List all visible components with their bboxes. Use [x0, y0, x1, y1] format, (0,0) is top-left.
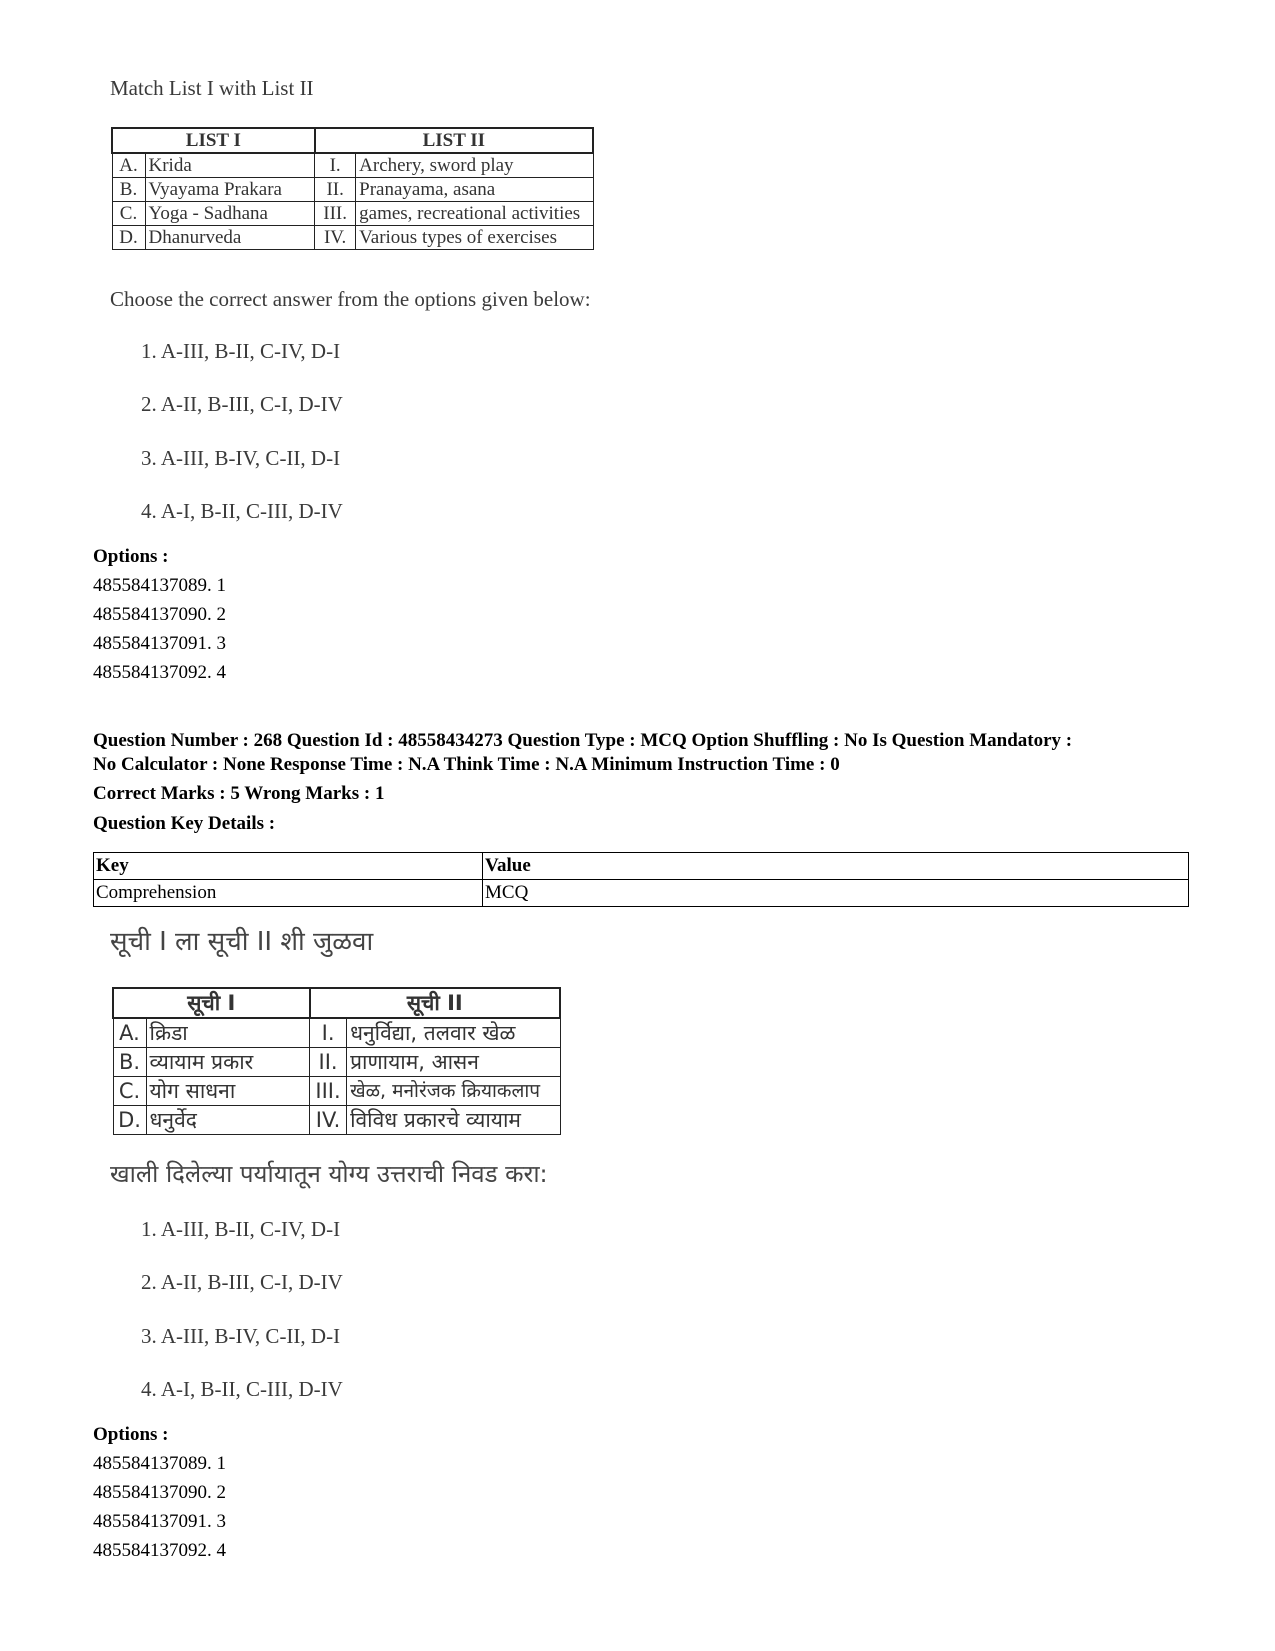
table-row — [94, 880, 1189, 907]
q1-option-2: 485584137090. 2 — [93, 604, 226, 625]
row-numeral: I. — [315, 153, 356, 178]
row-numeral: III. — [310, 1077, 347, 1106]
q1-choice-3: 3. A-III, B-IV, C-II, D-I — [141, 446, 341, 470]
list1-header: LIST I — [112, 128, 315, 153]
list2-item: प्राणायाम, आसन — [347, 1048, 560, 1077]
q1-prompt: Match List I with List II — [110, 76, 314, 100]
table-row — [113, 1018, 560, 1048]
q2-options-label: Options : — [93, 1424, 169, 1445]
row-letter: C. — [112, 202, 145, 226]
list1-item: व्यायाम प्रकार — [146, 1048, 310, 1077]
q1-option-3: 485584137091. 3 — [93, 633, 226, 654]
row-numeral: IV. — [310, 1106, 347, 1135]
q2-option-3: 485584137091. 3 — [93, 1511, 226, 1532]
table-row — [112, 202, 593, 226]
row-numeral: IV. — [315, 226, 356, 250]
row-numeral: II. — [315, 178, 356, 202]
table-row — [113, 1048, 560, 1077]
list2-item: खेळ, मनोरंजक क्रियाकलाप — [347, 1077, 560, 1106]
list1-item: Dhanurveda — [145, 226, 315, 250]
q2-choose-instruction: खाली दिलेल्या पर्यायातून योग्य उत्तराची निवड करा: — [110, 1160, 548, 1188]
q2-key-details-label: Question Key Details : — [93, 813, 276, 834]
table-row — [112, 153, 593, 178]
q2-option-2: 485584137090. 2 — [93, 1482, 226, 1503]
list2-item: Various types of exercises — [356, 226, 593, 250]
row-letter: A. — [112, 153, 145, 178]
row-numeral: I. — [310, 1018, 347, 1048]
row-letter: D. — [112, 226, 145, 250]
q1-choice-4: 4. A-I, B-II, C-III, D-IV — [141, 499, 343, 523]
table-header-row — [94, 853, 1189, 880]
q2-marks: Correct Marks : 5 Wrong Marks : 1 — [93, 783, 385, 804]
q2-choice-1: 1. A-III, B-II, C-IV, D-I — [141, 1217, 341, 1241]
q1-choose-instruction: Choose the correct answer from the options given below: — [110, 287, 591, 311]
q2-choice-3: 3. A-III, B-IV, C-II, D-I — [141, 1324, 341, 1348]
q2-option-1: 485584137089. 1 — [93, 1453, 226, 1474]
q1-options-label: Options : — [93, 546, 169, 567]
table-row — [112, 226, 593, 250]
row-letter: C. — [113, 1077, 146, 1106]
row-letter: B. — [113, 1048, 146, 1077]
q2-meta-line2: No Calculator : None Response Time : N.A Think Time : N.A Minimum Instruction Time : 0 — [93, 754, 840, 775]
list1-item: धनुर्वेद — [146, 1106, 310, 1135]
table-header-row — [112, 128, 593, 153]
list1-header: सूची I — [113, 988, 310, 1018]
list1-item: Yoga - Sadhana — [145, 202, 315, 226]
value-header: Value — [483, 853, 1189, 880]
q2-choice-2: 2. A-II, B-III, C-I, D-IV — [141, 1270, 343, 1294]
q1-option-1: 485584137089. 1 — [93, 575, 226, 596]
list2-item: Archery, sword play — [356, 153, 593, 178]
list2-item: games, recreational activities — [356, 202, 593, 226]
list2-header: सूची II — [310, 988, 560, 1018]
q1-option-4: 485584137092. 4 — [93, 662, 226, 683]
q2-option-4: 485584137092. 4 — [93, 1540, 226, 1561]
q2-meta-line1: Question Number : 268 Question Id : 48558434273 Question Type : MCQ Option Shuffling : No Is Question Mandatory : — [93, 730, 1073, 751]
q2-key-table — [93, 852, 1189, 907]
table-header-row — [113, 988, 560, 1018]
key-header: Key — [94, 853, 483, 880]
list2-item: Pranayama, asana — [356, 178, 593, 202]
list2-item: विविध प्रकारचे व्यायाम — [347, 1106, 560, 1135]
table-row — [113, 1077, 560, 1106]
q2-prompt: सूची I ला सूची II शी जुळवा — [110, 927, 374, 957]
q1-choice-1: 1. A-III, B-II, C-IV, D-I — [141, 339, 341, 363]
row-letter: D. — [113, 1106, 146, 1135]
list2-item: धनुर्विद्या, तलवार खेळ — [347, 1018, 560, 1048]
table-row — [113, 1106, 560, 1135]
list1-item: योग साधना — [146, 1077, 310, 1106]
table-row — [112, 178, 593, 202]
q2-match-table — [112, 987, 561, 1135]
key-cell: Comprehension — [94, 880, 483, 907]
row-letter: A. — [113, 1018, 146, 1048]
value-cell: MCQ — [483, 880, 1189, 907]
q1-choice-2: 2. A-II, B-III, C-I, D-IV — [141, 392, 343, 416]
list2-header: LIST II — [315, 128, 593, 153]
q1-match-table — [111, 127, 594, 250]
list1-item: Krida — [145, 153, 315, 178]
list1-item: Vyayama Prakara — [145, 178, 315, 202]
row-numeral: III. — [315, 202, 356, 226]
q2-choice-4: 4. A-I, B-II, C-III, D-IV — [141, 1377, 343, 1401]
row-letter: B. — [112, 178, 145, 202]
list1-item: क्रिडा — [146, 1018, 310, 1048]
row-numeral: II. — [310, 1048, 347, 1077]
